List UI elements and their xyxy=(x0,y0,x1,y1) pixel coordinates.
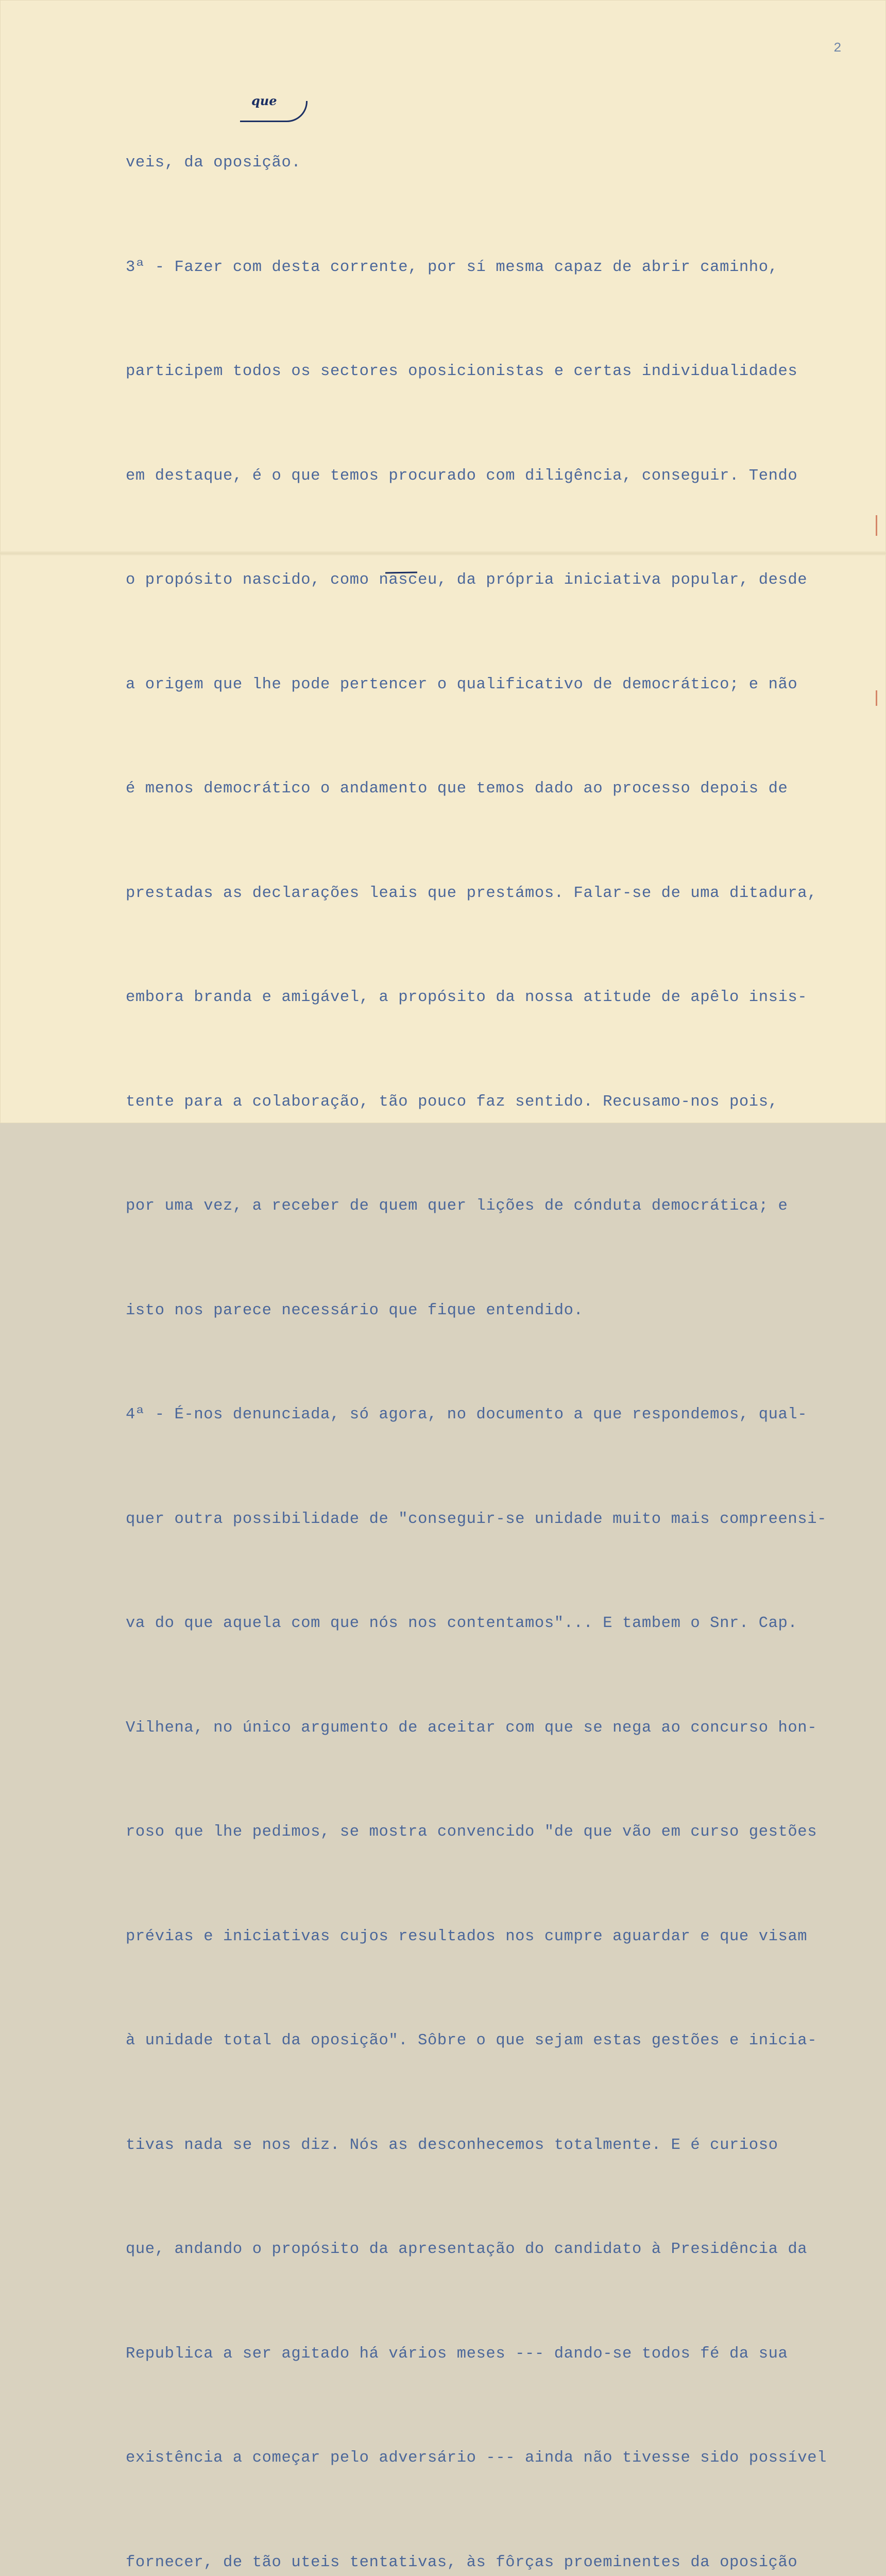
text-line: 3ª - Fazer com desta corrente, por sí mesma capaz de abrir caminho, xyxy=(126,250,873,285)
letter-body xyxy=(126,76,873,2576)
text-line: prestadas as declarações leais que prestámos. Falar-se de uma ditadura, xyxy=(126,876,873,911)
edge-stain xyxy=(876,515,877,536)
typewritten-letter-page xyxy=(0,0,886,1123)
text-line: veis, da oposição. xyxy=(126,146,873,181)
text-line: que, andando o propósito da apresentação do candidato à Presidência da xyxy=(126,2232,873,2267)
text-line: a origem que lhe pode pertencer o qualificativo de democrático; e não xyxy=(126,668,873,703)
text-line: quer outra possibilidade de "conseguir-se unidade muito mais compreensi- xyxy=(126,1502,873,1537)
text-line: participem todos os sectores oposicionistas e certas individualidades xyxy=(126,354,873,389)
text-line: o propósito nascido, como nasceu, da própria iniciativa popular, desde xyxy=(126,563,873,598)
text-line: à unidade total da oposição". Sôbre o que sejam estas gestões e inicia- xyxy=(126,2024,873,2059)
text-line: 4ª - É-nos denunciada, só agora, no documento a que respondemos, qual- xyxy=(126,1398,873,1433)
text-line: va do que aquela com que nós nos contentamos"... E tambem o Snr. Cap. xyxy=(126,1606,873,1641)
edge-stain xyxy=(876,690,877,706)
text-line: prévias e iniciativas cujos resultados nos cumpre aguardar e que visam xyxy=(126,1920,873,1955)
page-number: 2 xyxy=(833,40,842,56)
handwritten-insertion: que xyxy=(251,93,277,108)
text-line: isto nos parece necessário que fique entendido. xyxy=(126,1294,873,1329)
text-line: tivas nada se nos diz. Nós as desconhecemos totalmente. E é curioso xyxy=(126,2128,873,2163)
text-line: tente para a colaboração, tão pouco faz sentido. Recusamo-nos pois, xyxy=(126,1085,873,1120)
text-line: em destaque, é o que temos procurado com diligência, conseguir. Tendo xyxy=(126,459,873,494)
text-line: Vilhena, no único argumento de aceitar com que se nega ao concurso hon- xyxy=(126,1711,873,1746)
text-line: Republica a ser agitado há vários meses --- dando-se todos fé da sua xyxy=(126,2337,873,2372)
text-line: é menos democrático o andamento que temos dado ao processo depois de xyxy=(126,772,873,807)
text-line: por uma vez, a receber de quem quer lições de cónduta democrática; e xyxy=(126,1189,873,1224)
text-line: fornecer, de tão uteis tentativas, às fôrças proeminentes da oposição xyxy=(126,2546,873,2576)
text-line: existência a começar pelo adversário --- ainda não tivesse sido possível xyxy=(126,2441,873,2476)
text-line: roso que lhe pedimos, se mostra convencido "de que vão em curso gestões xyxy=(126,1815,873,1850)
text-line: embora branda e amigável, a propósito da nossa atitude de apêlo insis- xyxy=(126,980,873,1015)
